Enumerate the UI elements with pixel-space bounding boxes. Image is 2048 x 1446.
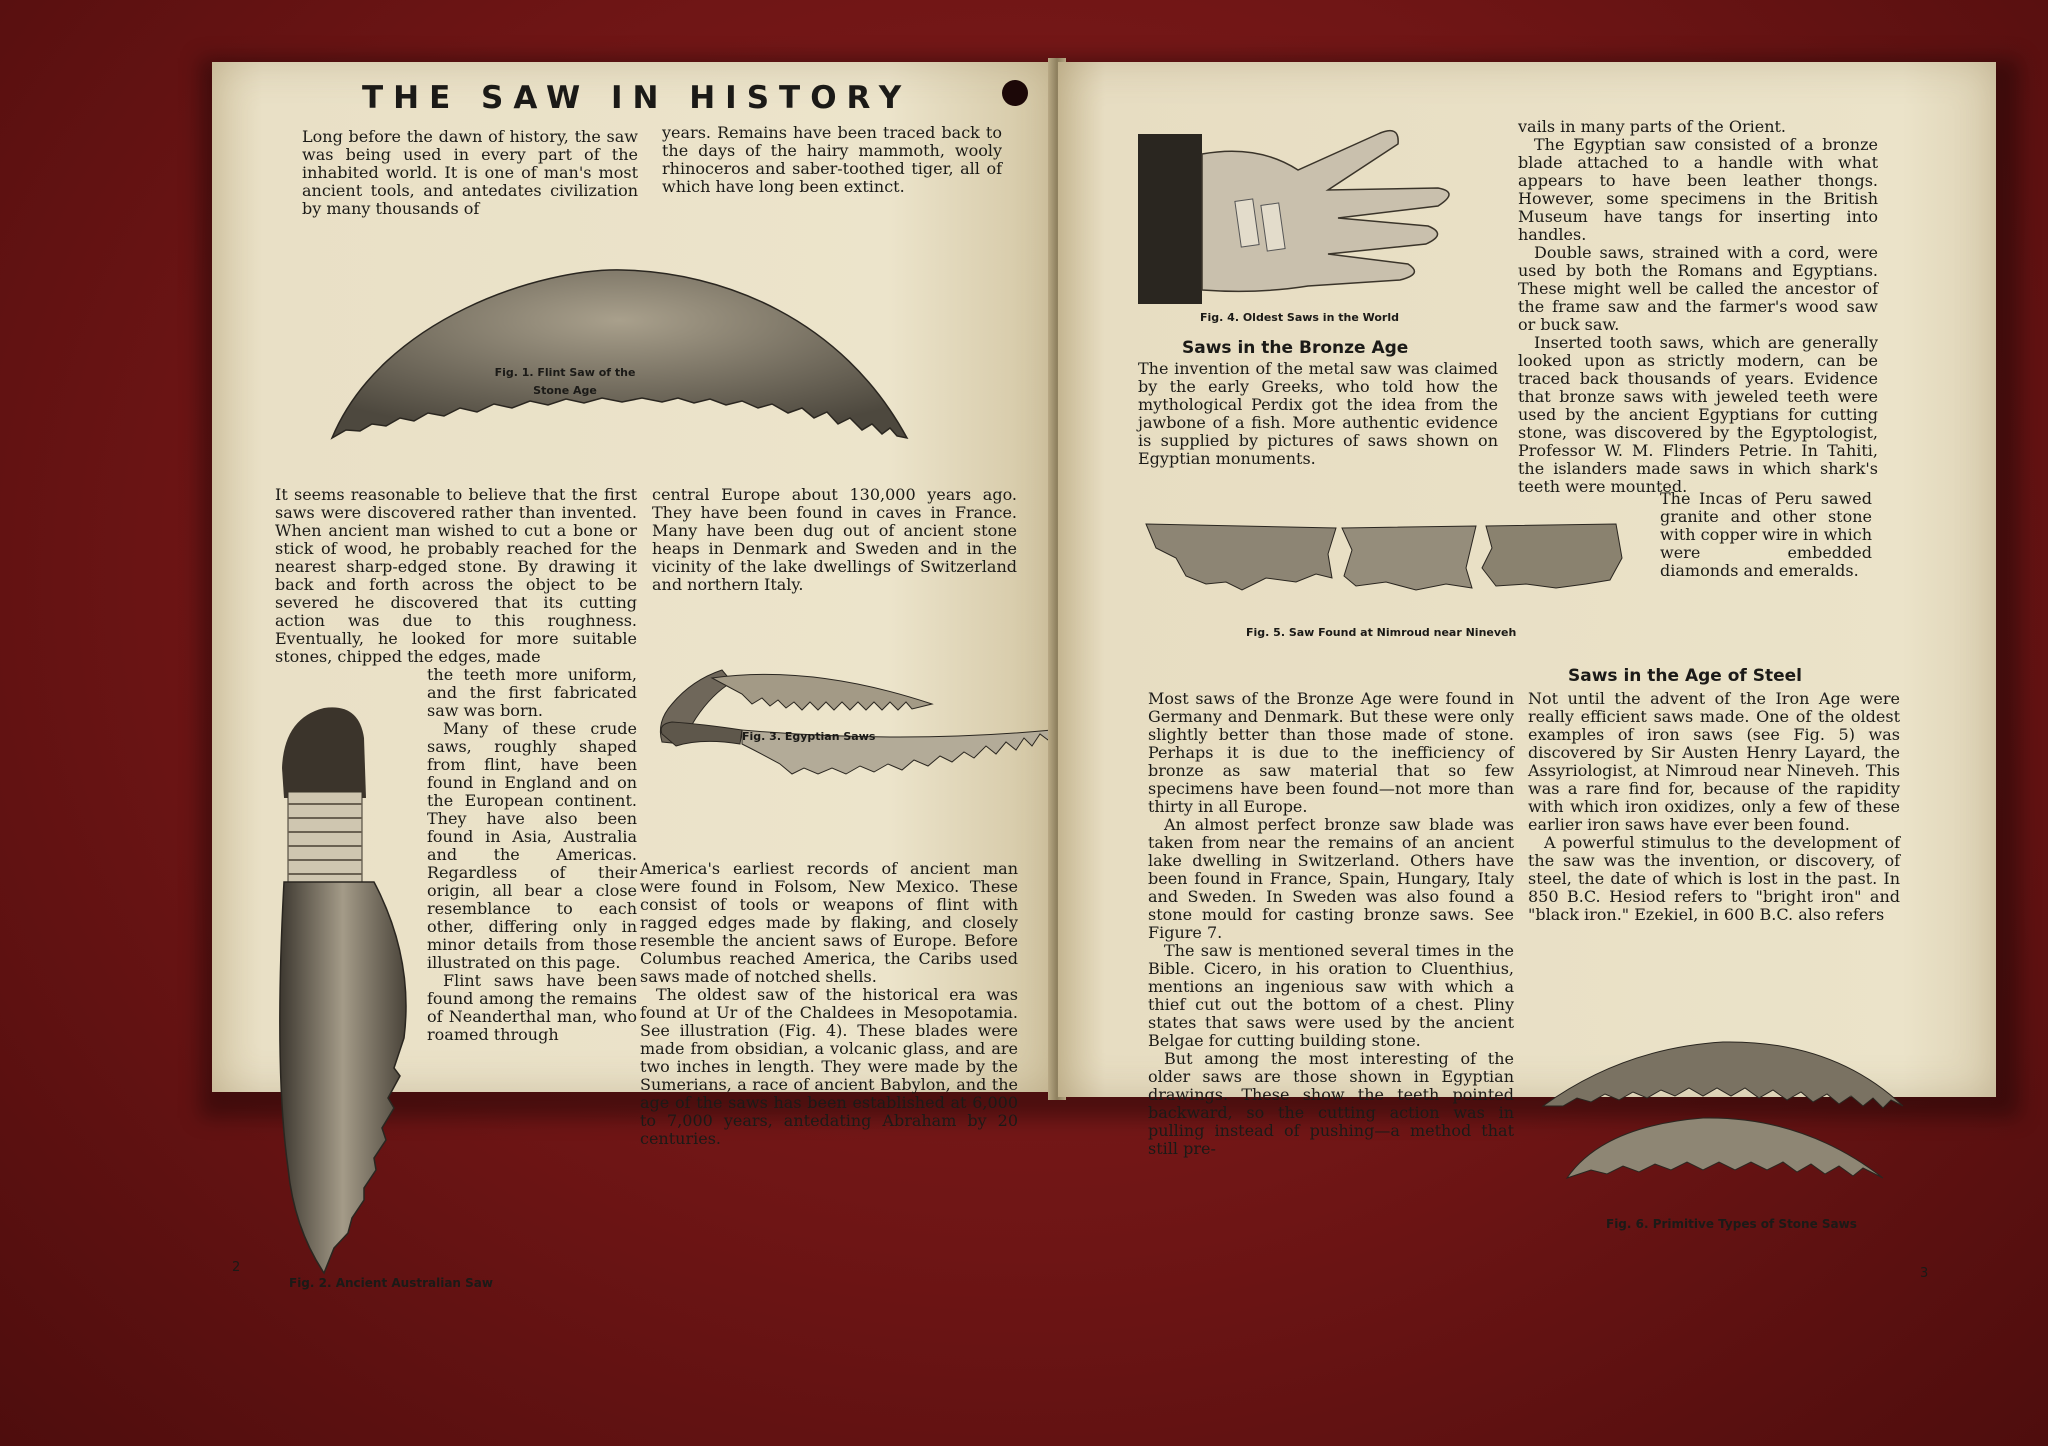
left-col-main	[275, 486, 637, 666]
left-page	[212, 62, 1057, 1290]
fig2-caption: Fig. 2. Ancient Australian Saw	[289, 1276, 493, 1290]
bronze-intro-col	[1138, 360, 1498, 468]
right-top-paragraph-1: vails in many parts of the Orient.	[1518, 117, 1787, 136]
intro-paragraph-2: years. Remains have been traced back to the days of the hairy mammoth, wooly rhinoceros and saber-toothed tiger, all of which have long been extinct.	[662, 123, 1002, 196]
right-col-paragraph-3: The oldest saw of the historical era was found at Ur of the Chaldees in Mesopotamia. See illustration (Fig. 4). These blades were made from obsidian, a volcanic glass, and are two inches in length. They were made by the Sumerians, a race of ancient Babylon, and the age of the saws has been established at 6,000 to 7,000 years, antedating Abraham by 20 centuries.	[640, 985, 1018, 1148]
heading-steel-age: Saws in the Age of Steel	[1568, 666, 1803, 686]
fig3-caption: Fig. 3. Egyptian Saws	[742, 730, 876, 743]
binding-hole-left	[1002, 80, 1028, 106]
fig4-caption: Fig. 4. Oldest Saws in the World	[1200, 311, 1399, 324]
intro-col-1	[302, 128, 638, 218]
fig5-nimroud-saw-illustration	[1146, 518, 1646, 598]
heading-bronze-age: Saws in the Bronze Age	[1182, 338, 1409, 358]
intro-col-2	[662, 124, 1002, 196]
right-top-paragraph-4: Inserted tooth saws, which are generally looked upon as strictly modern, can be traced back thousands of years. Evidence that bronze saws with jeweled teeth were used by the ancient Egyptians for cutting stone, was discovered by the Egyptologist, Professor W. M. Flinders Petrie. In Tahiti, the islanders made saws in which shark's teeth were mounted.	[1518, 333, 1878, 496]
right-top-paragraph-2: The Egyptian saw consisted of a bronze blade attached to a handle with what appears to have been leather thongs. However, some specimens in the British Museum have tangs for inserting into handles.	[1518, 135, 1878, 244]
left-col-narrow-c: Flint saws have been found among the remains of Neanderthal man, who roamed through	[427, 971, 637, 1044]
right-col-paragraph-2: America's earliest records of ancient man were found in Folsom, New Mexico. These consist of tools or weapons of flint with ragged edges made by flaking, and closely resemble the ancient saws of Europe. Before Columbus reached America, the Caribs used saws made of notched shells.	[640, 859, 1018, 986]
fig2-australian-saw-illustration	[264, 708, 434, 1288]
fig1-caption	[490, 364, 640, 400]
right-col-upper	[652, 486, 1017, 594]
steel-paragraph-2: A powerful stimulus to the development of the saw was the invention, or discovery, of steel, the date of which is lost in the past. In 850 B.C. Hesiod refers to "bright iron" and "black iron." Ezekiel, in 600 B.C. also refers	[1528, 833, 1900, 924]
left-col-narrow-b: Many of these crude saws, roughly shaped from flint, have been found in England and on the European continent. They have also been found in Asia, Australia and the Americas. Regardless of their origin, all bear a close resemblance to each other, differing only in minor details from those illustrated on this page.	[427, 719, 637, 972]
bottom-left-paragraph-3: The saw is mentioned several times in the Bible. Cicero, in his oration to Cluenthius, mentions an ingenious saw with which a thief cut out the bottom of a chest. Pliny states that saws were used by the ancient Belgae for cutting building stone.	[1148, 941, 1514, 1050]
bottom-left-paragraph-2: An almost perfect bronze saw blade was taken from near the remains of an ancient lake dwelling in Switzerland. Others have been found in France, Spain, Hungary, Italy and Sweden. In Sweden was also found a stone mould for casting bronze saws. See Figure 7.	[1148, 815, 1514, 942]
fig4-hand-illustration	[1138, 114, 1468, 304]
bottom-left-paragraph-4: But among the most interesting of the older saws are those shown in Egyptian drawings. These show the teeth pointed backward, so the cutting action was in pulling instead of pushing—a method that still pre-	[1148, 1049, 1514, 1158]
steel-paragraph-1: Not until the advent of the Iron Age were really efficient saws made. One of the oldest examples of iron saws (see Fig. 5) was discovered by Sir Austen Henry Layard, the Assyriologist, at Nimroud near Nineveh. This was a rare find for, because of the rapidity with which iron oxidizes, only a few of these earlier iron saws have ever been found.	[1528, 689, 1900, 834]
right-page	[1058, 62, 1996, 1281]
fig1-caption-line1: Fig. 1. Flint Saw of the	[494, 366, 636, 379]
steel-col	[1528, 690, 1900, 924]
right-top-paragraph-3: Double saws, strained with a cord, were used by both the Romans and Egyptians. These might well be called the ancestor of the frame saw and the farmer's wood saw or buck saw.	[1518, 243, 1878, 334]
intro-paragraph-1: Long before the dawn of history, the saw was being used in every part of the inhabited world. It is one of man's most ancient tools, and antedates civilization by many thousands of	[302, 127, 638, 218]
fig6-caption: Fig. 6. Primitive Types of Stone Saws	[1606, 1217, 1857, 1231]
fig1-flint-saw-illustration	[322, 258, 922, 448]
right-top-col	[1518, 118, 1878, 496]
bottom-left-paragraph-1: Most saws of the Bronze Age were found in Germany and Denmark. But these were only slightly better than those made of stone. Perhaps it is due to the inefficiency of bronze as saw material that so few specimens have been found—not more than thirty in all Europe.	[1148, 689, 1514, 816]
page-number-left: 2	[232, 1260, 241, 1275]
right-col-lower	[640, 860, 1018, 1148]
page-title: THE SAW IN HISTORY	[362, 80, 912, 116]
page-number-right: 3	[1920, 1266, 1929, 1281]
fig5-caption: Fig. 5. Saw Found at Nimroud near Nineveh	[1246, 626, 1517, 639]
fig1-caption-line2: Stone Age	[533, 384, 597, 397]
bronze-paragraph: The invention of the metal saw was claimed by the early Greeks, who told how the mythological Perdix got the idea from the jawbone of a fish. More authentic evidence is supplied by pictures of saws shown on Egyptian monuments.	[1138, 359, 1498, 468]
right-bottom-left-col	[1148, 690, 1514, 1158]
right-col-paragraph-1: central Europe about 130,000 years ago. They have been found in caves in France. Many have been dug out of ancient stone heaps in Denmark and Sweden and in the vicinity of the lake dwellings of Switzerland and northern Italy.	[652, 485, 1017, 594]
fig6-stone-saws-illustration	[1543, 1028, 1903, 1178]
incas-col	[1660, 490, 1872, 580]
left-col-narrow	[427, 666, 637, 1044]
incas-paragraph: The Incas of Peru sawed granite and other stone with copper wire in which were embedded diamonds and emeralds.	[1660, 489, 1872, 580]
left-col-narrow-a: the teeth more uniform, and the first fabricated saw was born.	[427, 665, 637, 720]
left-col-paragraph-1: It seems reasonable to believe that the first saws were discovered rather than invented. When ancient man wished to cut a bone or stick of wood, he probably reached for the nearest sharp-edged stone. By drawing it back and forth across the object to be severed he discovered that its cutting action was due to this roughness. Eventually, he looked for more suitable stones, chipped the edges, made	[275, 485, 637, 666]
